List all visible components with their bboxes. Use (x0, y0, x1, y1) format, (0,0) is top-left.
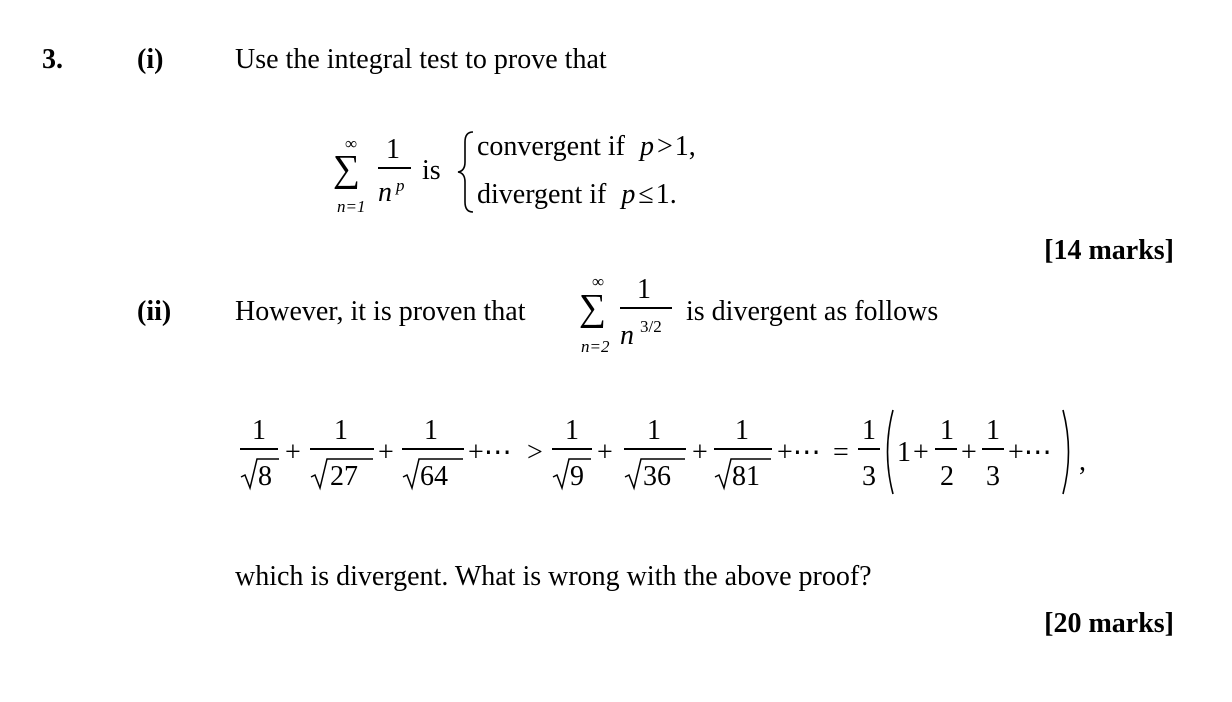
plus-sign: + (961, 437, 977, 468)
plus-sign: + (285, 437, 301, 468)
inner-term-2-denominator: 3 (986, 461, 1000, 492)
rhs-term-1-bar (552, 448, 592, 450)
factor-denominator: 3 (862, 461, 876, 492)
rhs-term-3-numerator: 1 (735, 415, 749, 446)
ellipsis-1: +⋯ (468, 437, 512, 468)
part-i-label: (i) (137, 44, 164, 75)
rhs-term-1-numerator: 1 (565, 415, 579, 446)
part-ii-prompt-before: However, it is proven that (235, 296, 526, 327)
lhs-term-1-numerator: 1 (252, 415, 266, 446)
lhs-term-3-bar (402, 448, 464, 450)
inner-term-2-bar (982, 448, 1004, 450)
sigma2-symbol: ∑ (579, 287, 607, 329)
sigma-symbol: ∑ (333, 148, 361, 190)
part-ii-marks: [20 marks] (1044, 608, 1174, 639)
plus-sign: + (913, 437, 929, 468)
lhs-term-3-radicand: 64 (420, 461, 448, 492)
plus-sign: + (597, 437, 613, 468)
part-ii-conclusion: which is divergent. What is wrong with the above proof? (235, 561, 872, 592)
lhs-term-2-numerator: 1 (334, 415, 348, 446)
left-paren-icon (880, 408, 896, 496)
inner-one: 1 (897, 437, 911, 468)
lhs-term-2-bar (310, 448, 374, 450)
inner-term-1-numerator: 1 (940, 415, 954, 446)
sum-upper-limit: ∞ (345, 134, 358, 153)
inner-term-1-bar (935, 448, 957, 450)
plus-sign: + (378, 437, 394, 468)
part-i-prompt: Use the integral test to prove that (235, 44, 607, 75)
equals-sign: = (833, 437, 849, 468)
inner-term-2-numerator: 1 (986, 415, 1000, 446)
rhs-term-3-bar (714, 448, 772, 450)
part-ii-label: (ii) (137, 296, 172, 327)
right-paren-icon (1060, 408, 1076, 496)
greater-than: > (527, 437, 543, 468)
sum-lower-limit: n=1 (337, 197, 366, 216)
factor-numerator: 1 (862, 415, 876, 446)
case-convergent-rel: > (656, 131, 673, 162)
fraction2-numerator: 1 (637, 274, 651, 305)
case-divergent-val: 1. (655, 179, 677, 210)
case-divergent-rel: ≤ (638, 179, 654, 210)
lhs-term-3-numerator: 1 (424, 415, 438, 446)
ellipsis-2: +⋯ (777, 437, 821, 468)
case-divergent-text: divergent if (477, 179, 607, 210)
sum2-lower-limit: n=2 (581, 337, 610, 356)
fraction2-bar (620, 307, 672, 309)
part-i-marks: [14 marks] (1044, 235, 1174, 266)
lhs-term-2-radicand: 27 (330, 461, 358, 492)
sum2-upper-limit: ∞ (592, 272, 605, 291)
case-divergent-var: p (621, 179, 636, 210)
part-ii-prompt-after: is divergent as follows (686, 296, 939, 327)
lhs-term-1-bar (240, 448, 278, 450)
left-brace-icon (455, 130, 477, 214)
case-divergent (477, 181, 677, 209)
rhs-term-1-radicand: 9 (570, 461, 584, 492)
lhs-term-1-radicand: 8 (258, 461, 272, 492)
rhs-term-2-radicand: 36 (643, 461, 671, 492)
rhs-term-3-radicand: 81 (732, 461, 760, 492)
factor-bar (858, 448, 880, 450)
question-number: 3. (42, 44, 63, 75)
fraction-bar (378, 167, 411, 169)
fraction2-denominator-exponent: 3/2 (640, 317, 662, 336)
fraction2-denominator-base: n (620, 320, 634, 351)
fraction-denominator-exponent: p (396, 176, 405, 195)
trailing-comma: , (1079, 446, 1086, 477)
ellipsis-3: +⋯ (1008, 437, 1052, 468)
case-convergent-var: p (639, 131, 654, 162)
case-convergent (477, 133, 696, 161)
inner-term-1-denominator: 2 (940, 461, 954, 492)
plus-sign: + (692, 437, 708, 468)
fraction-denominator-base: n (378, 177, 392, 208)
case-convergent-val: 1, (674, 131, 696, 162)
fraction-numerator: 1 (386, 134, 400, 165)
rhs-term-2-numerator: 1 (647, 415, 661, 446)
case-convergent-text: convergent if (477, 131, 625, 162)
is-word: is (422, 155, 441, 186)
rhs-term-2-bar (624, 448, 686, 450)
